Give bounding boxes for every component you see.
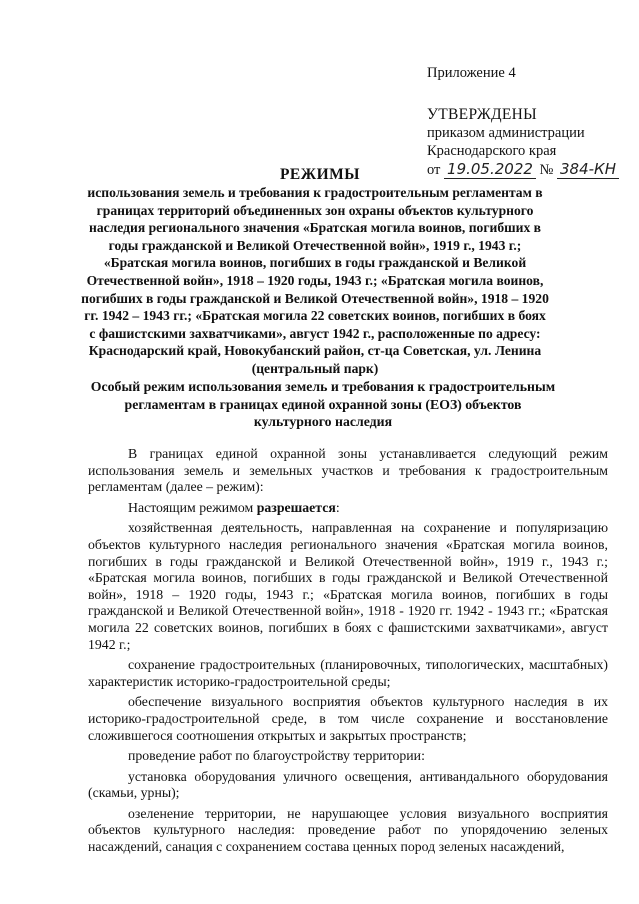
- date-prefix: от: [427, 162, 441, 178]
- list-item: обеспечение визуального восприятия объектов культурного наследия в их историко-градостроительной среде, в том числе сохранение и восстановление сложившегося соотношения открытых и закрытых пространств;: [88, 694, 608, 743]
- document-title: РЕЖИМЫ: [279, 166, 361, 183]
- approval-block: [427, 64, 627, 179]
- intro-paragraph: В границах единой охранной зоны устанавливается следующий режим использования земель и земельных участков и требования к градостроительным регламентам (далее – режим):: [88, 446, 608, 495]
- section-title: Особый режим использования земель и требования к градостроительным регламентам в границах единой охранной зоны (ЕОЗ) объектов культурного наследия: [90, 379, 556, 430]
- number-prefix: №: [539, 162, 554, 178]
- approval-line-1: приказом администрации: [427, 125, 585, 141]
- list-item: хозяйственная деятельность, направленная на сохранение и популяризацию объектов культурного наследия регионального значения «Братская могила воинов, погибших в годы гражданской и Великой Отечественной войн», 1919 г., 1943 г.; «Братская могила воинов, погибших в годы гражданской и Великой Отечественной войн», 1918 – 1920 годы, 1943 г.; «Братская могила воинов, погибших в годы гражданской и Великой Отечественной войн», 1918 - 1920 гг. 1942 - 1943 гг.; «Братская могила 22 советских воинов, погибших в боях с фашистскими захватчиками», август 1942 г.;: [88, 520, 608, 652]
- permitted-paragraph: [88, 500, 608, 517]
- permitted-bold: разрешается: [256, 499, 336, 515]
- approved-heading: УТВЕРЖДЕНЫ: [427, 106, 537, 123]
- permitted-colon: :: [335, 499, 340, 515]
- list-item: установка оборудования уличного освещения, антивандального оборудования (скамьи, урны);: [88, 768, 608, 801]
- permitted-lead: Настоящим режимом: [128, 499, 257, 515]
- list-item: озеленение территории, не нарушающее условия визуального восприятия объектов культурного наследия: проведение работ по упорядочению зеленых насаждений, санация с сохранением состава ценных пород зеленых насаждений,: [88, 805, 608, 855]
- appendix-label: Приложение 4: [427, 65, 516, 81]
- list-item: сохранение градостроительных (планировочных, типологических, масштабных) характеристик историко-градостроительной среды;: [88, 657, 608, 689]
- document-body: [88, 446, 608, 856]
- handwritten-date: 19.05.2022: [444, 160, 536, 179]
- list-item: проведение работ по благоустройству территории:: [128, 748, 425, 764]
- approval-line-2: Краснодарского края: [427, 143, 557, 159]
- handwritten-number: 384-КН: [557, 160, 619, 179]
- document-subtitle: использования земель и требования к градостроительным регламентам в границах территорий объединенных зон охраны объектов культурного наследия регионального значения «Братская могила воинов, погибших в годы гражданской и Великой Отечественной войн», 1919 г., 1943 г.; «Братская могила воинов, погибших в годы гражданской и Великой Отечественной войн», 1918 – 1920 годы, 1943 г.; «Братская могила воинов, погибших в годы гражданской и Великой Отечественной войн», 1918 – 1920 гг. 1942 – 1943 гг.; «Братская могила 22 советских воинов, погибших в боях с фашистскими захватчиками», август 1942 г., расположенные по адресу: Краснодарский край, Новокубанский район, ст-ца Советская, ул. Ленина (центральный парк): [81, 185, 549, 376]
